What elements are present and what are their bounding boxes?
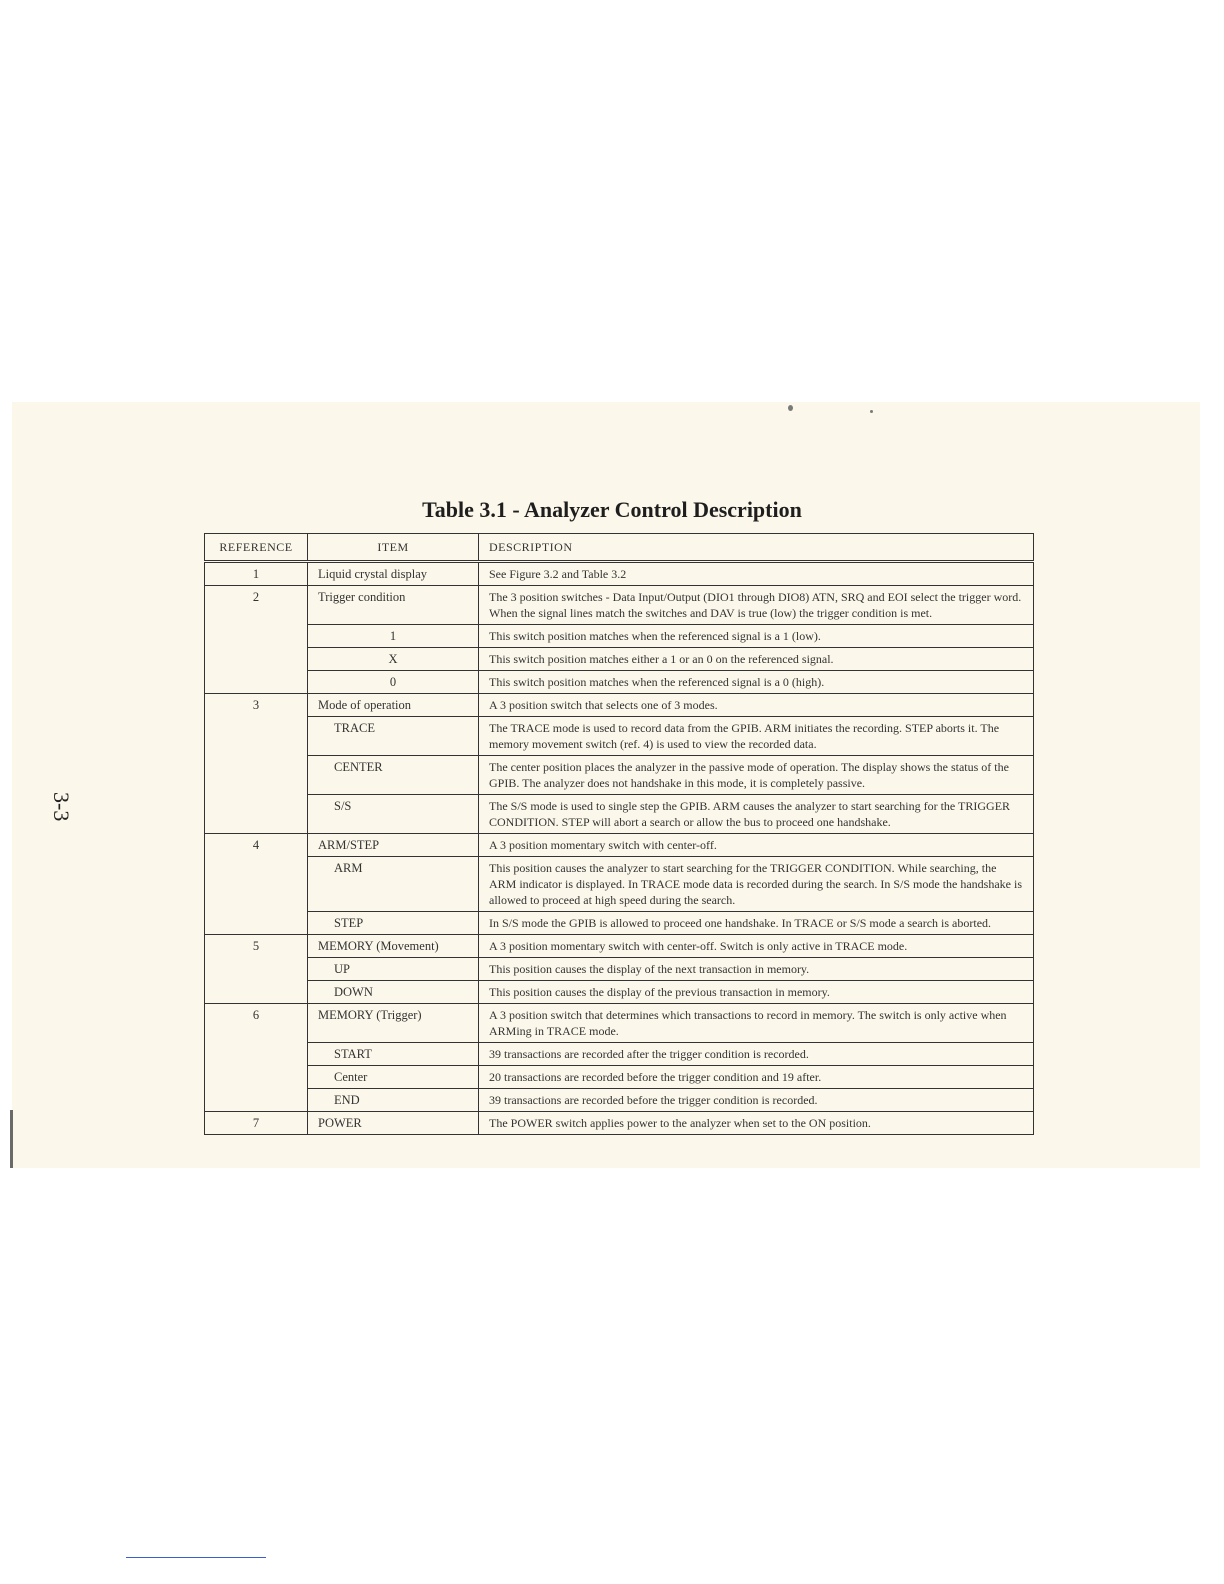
description-cell: This position causes the display of the previous transaction in memory. [479, 981, 1034, 1004]
reference-cell: 2 [205, 586, 308, 694]
table-row [205, 756, 1034, 795]
item-cell: 0 [308, 671, 479, 694]
description-cell: This position causes the analyzer to start searching for the TRIGGER CONDITION. While searching, the ARM indicator is displayed. In TRACE mode data is recorded during the search. In S/S mode the handshake is allowed to proceed at high speed during the search. [479, 857, 1034, 912]
description-cell: In S/S mode the GPIB is allowed to proceed one handshake. In TRACE or S/S mode a search is aborted. [479, 912, 1034, 935]
table-row [205, 717, 1034, 756]
table-row [205, 1066, 1034, 1089]
scan-speck [870, 410, 873, 413]
description-cell: This switch position matches when the referenced signal is a 0 (high). [479, 671, 1034, 694]
item-cell: START [308, 1043, 479, 1066]
description-cell: This switch position matches when the referenced signal is a 1 (low). [479, 625, 1034, 648]
description-cell: This switch position matches either a 1 or an 0 on the referenced signal. [479, 648, 1034, 671]
description-cell: A 3 position momentary switch with center-off. [479, 834, 1034, 857]
table-row [205, 981, 1034, 1004]
item-cell: TRACE [308, 717, 479, 756]
reference-cell: 5 [205, 935, 308, 1004]
item-cell: STEP [308, 912, 479, 935]
table-row [205, 1004, 1034, 1043]
table-row [205, 1112, 1034, 1135]
item-cell: MEMORY (Movement) [308, 935, 479, 958]
description-cell: This position causes the display of the next transaction in memory. [479, 958, 1034, 981]
item-cell: POWER [308, 1112, 479, 1135]
description-cell: The S/S mode is used to single step the GPIB. ARM causes the analyzer to start searching for the TRIGGER CONDITION. STEP will abort a search or allow the bus to proceed one handshake. [479, 795, 1034, 834]
item-cell: DOWN [308, 981, 479, 1004]
description-cell: 39 transactions are recorded after the trigger condition is recorded. [479, 1043, 1034, 1066]
reference-cell: 6 [205, 1004, 308, 1112]
page-number: 3-3 [49, 792, 74, 822]
footer-link-underline [126, 1557, 266, 1558]
description-cell: A 3 position switch that determines which transactions to record in memory. The switch is only active when ARMing in TRACE mode. [479, 1004, 1034, 1043]
description-cell: 39 transactions are recorded before the trigger condition is recorded. [479, 1089, 1034, 1112]
table-row [205, 671, 1034, 694]
reference-cell: 3 [205, 694, 308, 834]
description-cell: The 3 position switches - Data Input/Output (DIO1 through DIO8) ATN, SRQ and EOI select the trigger word. When the signal lines match the switches and DAV is true (low) the trigger condition is met. [479, 586, 1034, 625]
table-title: Table 3.1 - Analyzer Control Description [422, 497, 802, 522]
item-cell: UP [308, 958, 479, 981]
table-row [205, 935, 1034, 958]
reference-cell: 7 [205, 1112, 308, 1135]
description-cell: The TRACE mode is used to record data from the GPIB. ARM initiates the recording. STEP aborts it. The memory movement switch (ref. 4) is used to view the recorded data. [479, 717, 1034, 756]
header-reference: REFERENCE [205, 534, 308, 562]
table-row [205, 1043, 1034, 1066]
description-cell: The POWER switch applies power to the analyzer when set to the ON position. [479, 1112, 1034, 1135]
table-row [205, 834, 1034, 857]
table-row [205, 586, 1034, 625]
item-cell: Mode of operation [308, 694, 479, 717]
table-row [205, 562, 1034, 586]
table-row [205, 912, 1034, 935]
table-header-row [205, 534, 1034, 562]
page-edge-mark [10, 1110, 13, 1168]
description-cell: The center position places the analyzer in the passive mode of operation. The display shows the status of the GPIB. The analyzer does not handshake in this mode, it is completely passive. [479, 756, 1034, 795]
description-cell: A 3 position momentary switch with center-off. Switch is only active in TRACE mode. [479, 935, 1034, 958]
item-cell: Liquid crystal display [308, 562, 479, 586]
item-cell: Trigger condition [308, 586, 479, 625]
control-description-table [204, 533, 1034, 1135]
description-cell: A 3 position switch that selects one of 3 modes. [479, 694, 1034, 717]
reference-cell: 4 [205, 834, 308, 935]
header-item: ITEM [308, 534, 479, 562]
item-cell: ARM [308, 857, 479, 912]
table-row [205, 694, 1034, 717]
scan-speck [788, 405, 793, 411]
item-cell: S/S [308, 795, 479, 834]
item-cell: 1 [308, 625, 479, 648]
table-row [205, 1089, 1034, 1112]
reference-cell: 1 [205, 562, 308, 586]
item-cell: X [308, 648, 479, 671]
table-row [205, 648, 1034, 671]
description-cell: See Figure 3.2 and Table 3.2 [479, 562, 1034, 586]
item-cell: ARM/STEP [308, 834, 479, 857]
item-cell: MEMORY (Trigger) [308, 1004, 479, 1043]
table-row [205, 625, 1034, 648]
item-cell: Center [308, 1066, 479, 1089]
description-cell: 20 transactions are recorded before the trigger condition and 19 after. [479, 1066, 1034, 1089]
table-row [205, 857, 1034, 912]
item-cell: END [308, 1089, 479, 1112]
item-cell: CENTER [308, 756, 479, 795]
table-row [205, 958, 1034, 981]
table-row [205, 795, 1034, 834]
header-description: DESCRIPTION [479, 534, 1034, 562]
page-number-wrap [49, 792, 103, 822]
